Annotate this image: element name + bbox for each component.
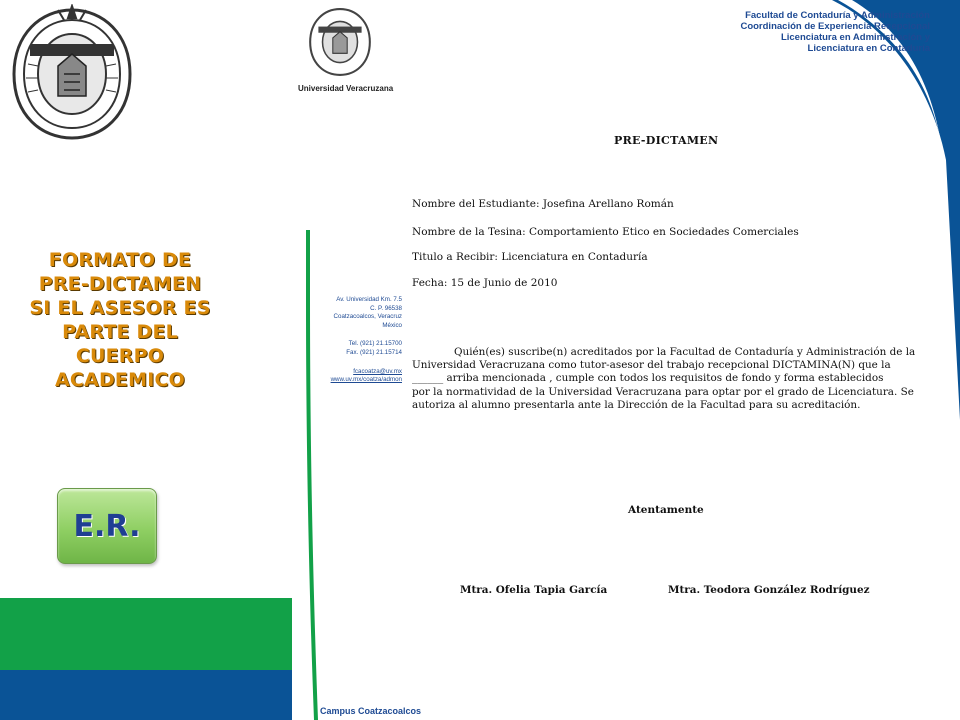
web-link[interactable]: www.uv.mx/coatza/admon: [330, 376, 402, 384]
field-value: Comportamiento Etico en Sociedades Comerciales: [529, 226, 799, 238]
slide-title-line: PARTE DEL: [62, 321, 178, 343]
faculty-line: Facultad de Contaduría y Administración: [745, 10, 930, 21]
dictamen-paragraph: [412, 346, 928, 412]
blue-footer-band: [0, 670, 292, 720]
slide-title: [20, 248, 220, 392]
signature-1: Mtra. Ofelia Tapia García: [460, 584, 608, 596]
slide-title-line: ACADEMICO: [55, 369, 185, 391]
field-label: Nombre de la Tesina:: [412, 226, 526, 238]
field-thesis: [412, 226, 799, 238]
university-name: Universidad Veracruzana: [298, 84, 394, 93]
closing-text: Atentamente: [628, 504, 704, 516]
university-seal-icon: [8, 4, 136, 144]
er-button[interactable]: E.R.: [57, 488, 157, 564]
field-degree: [412, 251, 648, 263]
slide-title-line: SI EL ASESOR ES: [29, 297, 211, 319]
paragraph-line: por la normatividad de la Universidad Veracruzana para optar por el grado de Licenciatura. Se: [412, 385, 914, 398]
address-tel: Tel. (921) 21.15700: [348, 340, 402, 348]
pre-dictamen-document: [292, 0, 960, 720]
field-label: Titulo a Recibir:: [412, 251, 498, 263]
address-fax: Fax. (921) 21.15714: [346, 348, 402, 356]
campus-name: Campus Coatzacoalcos: [320, 706, 422, 716]
address-country: México: [382, 321, 402, 329]
address-postal: C. P. 96538: [370, 304, 402, 312]
field-student: [412, 198, 674, 210]
paragraph-line: ______ arriba mencionada , cumple con todos los requisitos de fondo y forma establecidos: [412, 372, 884, 385]
faculty-line: Licenciatura en Administración y: [780, 32, 930, 43]
faculty-line: Licenciatura en Contaduría: [807, 43, 930, 54]
paragraph-line: Universidad Veracruzana como tutor-asesor del trabajo recepcional DICTAMINA(N) que la: [412, 359, 891, 372]
field-value: 15 de Junio de 2010: [450, 277, 558, 289]
field-value: Licenciatura en Contaduría: [501, 251, 648, 263]
slide-title-line: CUERPO: [75, 345, 165, 367]
faculty-line: Coordinación de Experiencia Recepcional: [740, 21, 930, 32]
address-city: Coatzacoalcos, Veracruz: [333, 313, 402, 321]
field-value: Josefina Arellano Román: [542, 198, 674, 210]
slide-title-line: FORMATO DE: [48, 249, 192, 271]
address-block: [308, 296, 402, 385]
signature-2: Mtra. Teodora González Rodríguez: [668, 584, 870, 596]
paragraph-line: autoriza al alumno presentarla ante la Dirección de la Facultad para su acreditación.: [412, 398, 861, 411]
address-street: Av. Universidad Km. 7.5: [336, 296, 402, 303]
paragraph-line: Quién(es) suscribe(n) acreditados por la Facultad de Contaduría y Administración de la: [454, 346, 916, 358]
green-footer-band: [0, 598, 292, 670]
slide-title-line: PRE-DICTAMEN: [38, 273, 202, 295]
document-heading: PRE-DICTAMEN: [614, 134, 719, 147]
email-link[interactable]: fcacoatza@uv.mx: [353, 367, 402, 375]
field-label: Nombre del Estudiante:: [412, 198, 540, 210]
field-label: Fecha:: [412, 277, 448, 289]
field-date: [412, 277, 557, 289]
faculty-header: [740, 10, 930, 54]
university-seal-icon: [307, 6, 373, 78]
